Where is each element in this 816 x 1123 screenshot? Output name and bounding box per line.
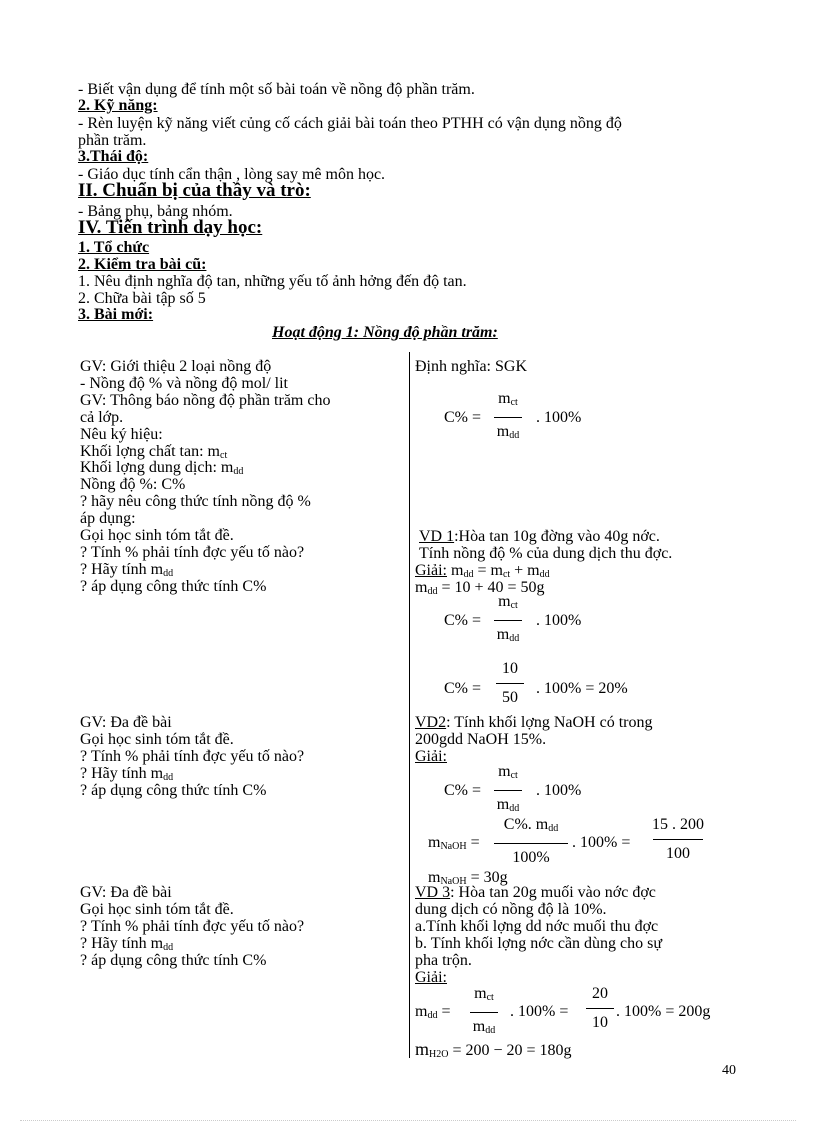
left-line: ? Hãy tính $m_{dd}$ (80, 561, 174, 579)
intro-line: 1. Nêu định nghĩa độ tan, những yếu tố ảnh hởng đến độ tan. (78, 273, 467, 290)
heading-organize: 1. Tổ chức (78, 239, 150, 256)
heading-process: IV. Tiến trình dạy học: (78, 217, 263, 238)
left-line: ? áp dụng công thức tính C% (80, 952, 267, 969)
formula-times: . 100% (536, 409, 582, 426)
left-line: ? Tính % phải tính đợc yếu tố nào? (80, 544, 305, 561)
left-line: áp dụng: (80, 510, 136, 527)
formula-fraction: $m_{ct}$ $m_{dd}$ (470, 985, 498, 1040)
formula-c-label: C% = (444, 680, 482, 697)
left-line: ? Hãy tính $m_{dd}$ (80, 765, 174, 783)
left-line: Khối lợng chất tan: $m_{ct}$ (80, 443, 228, 461)
intro-line: 2. Chữa bài tập số 5 (78, 290, 206, 307)
column-divider (409, 352, 410, 1058)
example1-mass: $m_{dd} = 10 + 40 = 50g$ (415, 579, 545, 597)
intro-line: - Biết vận dụng để tính một số bài toán về nồng độ phần trăm. (78, 81, 475, 98)
left-line: GV: Thông báo nồng độ phần trăm cho (80, 392, 331, 409)
page-footer-line (20, 1120, 796, 1121)
intro-line: - Rèn luyện kỹ năng viết củng cố cách giải bài toán theo PTHH có vận dụng nồng độ (78, 115, 622, 132)
formula-fraction: 20 10 (586, 985, 614, 1032)
definition: Định nghĩa: SGK (415, 358, 527, 375)
heading-attitude: 3.Thái độ: (78, 148, 149, 165)
example3-solution-label: Giải: (415, 969, 447, 986)
example3-statement: VD 3: Hòa tan 20g muối vào nớc đợc (415, 884, 656, 901)
left-line: cả lớp. (80, 409, 124, 426)
mdd-label: $m_{dd}$ = (415, 1003, 451, 1021)
formula-fraction: $m_{ct}$ $m_{dd}$ (494, 763, 522, 818)
example3-line: a.Tính khối lợng dd nớc muối thu đợc (415, 918, 659, 935)
left-line: Gọi học sinh tóm tắt đề. (80, 731, 234, 748)
formula-c-label: C% = (444, 782, 482, 799)
left-line: Nồng độ %: C% (80, 476, 186, 493)
naoh-result: $m_{NaOH} = 30g$ (428, 869, 508, 887)
left-line: ? Tính % phải tính đợc yếu tố nào? (80, 918, 305, 935)
page-number: 40 (722, 1063, 736, 1078)
intro-line: - Giáo dục tính cẩn thận , lòng say mê môn học. (78, 166, 386, 183)
formula-fraction: $m_{ct}$ $m_{dd}$ (494, 390, 522, 445)
formula-fraction: 10 50 (496, 660, 524, 707)
example2-statement: VD2: Tính khối lợng NaOH có trong (415, 714, 653, 731)
example2-question: 200gdd NaOH 15%. (415, 731, 547, 748)
left-line: ? Tính % phải tính đợc yếu tố nào? (80, 748, 305, 765)
left-line: GV: Đa đề bài (80, 884, 172, 901)
left-line: Gọi học sinh tóm tắt đề. (80, 901, 234, 918)
example2-solution-label: Giải: (415, 748, 447, 765)
naoh-fraction: C%. $m_{dd}$ 100% (494, 816, 568, 867)
heading-skills: 2. Kỹ năng: (78, 97, 158, 114)
water-result: $m_{H2O} = 200 - 20 = 180g$ (415, 1039, 572, 1060)
formula-fraction: $m_{ct}$ $m_{dd}$ (494, 593, 522, 648)
formula-eq: . 100% = (510, 1003, 569, 1020)
example1-question: Tính nồng độ % của dung dịch thu đợc. (419, 545, 673, 562)
example3-line: dung dịch có nồng độ là 10%. (415, 901, 607, 918)
left-line: Nêu ký hiệu: (80, 426, 163, 443)
formula-c-label: C% = (444, 409, 482, 426)
heading-check: 2. Kiểm tra bài cũ: (78, 256, 207, 273)
left-line: Khối lợng dung dịch: $m_{dd}$ (80, 459, 244, 477)
naoh-value-fraction: 15 . 200 100 (652, 816, 704, 862)
formula-result: . 100% = 200g (616, 1003, 711, 1020)
formula-times: . 100% (536, 612, 582, 629)
left-line: GV: Đa đề bài (80, 714, 172, 731)
left-line: ? áp dụng công thức tính C% (80, 782, 267, 799)
formula-times: . 100% (536, 782, 582, 799)
heading-preparation: II. Chuẩn bị của thầy và trò: (78, 180, 311, 201)
naoh-label: $m_{NaOH}$ = (428, 834, 480, 852)
left-line: ? áp dụng công thức tính C% (80, 578, 267, 595)
left-line: ? Hãy tính $m_{dd}$ (80, 935, 174, 953)
formula-result: . 100% = 20% (536, 680, 628, 697)
activity-title: Hoạt động 1: Nồng độ phần trăm: (272, 324, 498, 341)
example3-line: pha trộn. (415, 952, 472, 969)
example3-line: b. Tính khối lợng nớc cần dùng cho sự (415, 935, 663, 952)
example1-solution: Giải: $m_{dd} = m_{ct} + m_{dd}$ (415, 562, 550, 580)
left-line: GV: Giới thiệu 2 loại nồng độ (80, 358, 272, 375)
intro-line: - Bảng phụ, bảng nhóm. (78, 203, 233, 220)
intro-line: phần trăm. (78, 132, 147, 149)
formula-c-label: C% = (444, 612, 482, 629)
left-line: Gọi học sinh tóm tắt đề. (80, 527, 234, 544)
heading-new-lesson: 3. Bài mới: (78, 306, 154, 323)
left-line: ? hãy nêu công thức tính nồng độ % (80, 493, 311, 510)
naoh-eq: . 100% = (572, 834, 631, 851)
left-line: - Nồng độ % và nồng độ mol/ lit (80, 375, 288, 392)
example1-statement: VD 1:Hòa tan 10g đờng vào 40g nớc. (419, 528, 660, 545)
